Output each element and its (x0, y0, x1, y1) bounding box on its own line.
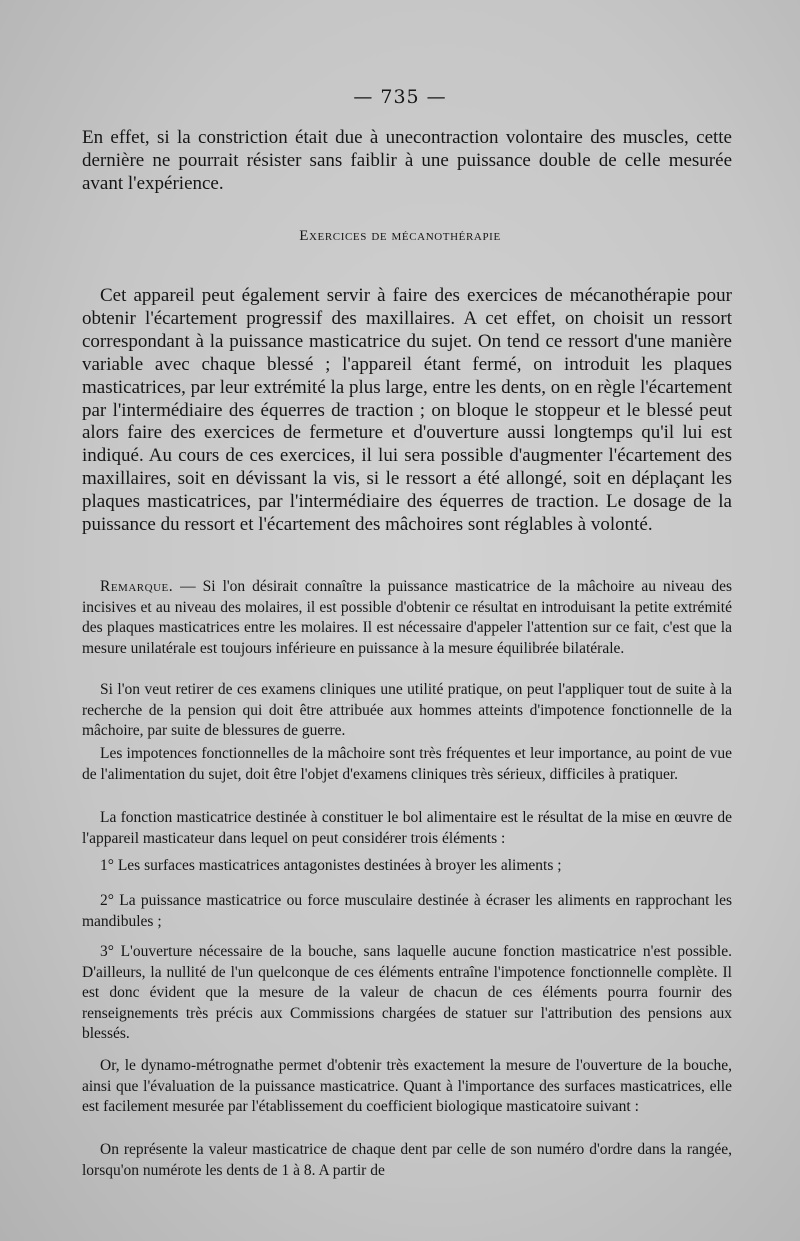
list-item-puissance: 2° La puissance masticatrice ou force musculaire destinée à écraser les aliments en rapprochant les mandibules ; (82, 892, 732, 930)
paragraph-dynamometrognathe: Or, le dynamo-métrognathe permet d'obtenir très exactement la mesure de l'ouverture de la bouche, ainsi que l'évaluation de la puissance masticatrice. Quant à l'importance des surfaces masticatrices, elle est facilement mesurée par l'établissement du coefficient biologique masticatoire suivant : (82, 1057, 732, 1116)
intro-paragraph: En effet, si la constriction était due à unecontraction volontaire des muscles, cette dernière ne pourrait résister sans faiblir à une puissance double de celle mesurée avant l'expérience. (82, 127, 732, 194)
list-item-surfaces: 1° Les surfaces masticatrices antagonistes destinées à broyer les aliments ; (100, 857, 562, 874)
paragraph-valeur: On représente la valeur masticatrice de chaque dent par celle de son numéro d'ordre dans la rangée, lorsqu'on numérote les dents de 1 à 8. A partir de (82, 1141, 732, 1179)
page-number: — 735 — (353, 86, 447, 108)
paragraph-application: Si l'on veut retirer de ces examens cliniques une utilité pratique, on peut l'appliquer tout de suite à la recherche de la pension qui doit être attribuée aux hommes atteints d'impotence fonctionnelle de la mâchoire, par suite de blessures de guerre. (82, 681, 732, 740)
remarque-label: Remarque. (100, 578, 174, 595)
list-item-ouverture: 3° L'ouverture nécessaire de la bouche, sans laquelle aucune fonction masticatrice n'est possible. D'ailleurs, la nullité de l'un quelconque de ces éléments entraîne l'impotence fonctionnelle complète. Il est donc évident que la mesure de la valeur de chacun de ces éléments pourra fournir des renseignements très précis aux Commissions chargées de statuer sur l'attribution des pensions aux blessés. (82, 943, 732, 1043)
section-heading: Exercices de mécanothérapie (299, 228, 501, 244)
paragraph-impotences: Les impotences fonctionnelles de la mâchoire sont très fréquentes et leur importance, au point de vue de l'alimentation du sujet, doit être l'objet d'examens cliniques très sérieux, difficiles à pratiquer. (82, 745, 732, 783)
paragraph-fonction: La fonction masticatrice destinée à constituer le bol alimentaire est le résultat de la mise en œuvre de l'appareil masticateur dans lequel on peut considérer trois éléments : (82, 809, 732, 847)
remarque-paragraph (82, 577, 732, 659)
section-paragraph: Cet appareil peut également servir à faire des exercices de mécanothérapie pour obtenir l'écartement progressif des maxillaires. A cet effet, on choisit un ressort correspondant à la puissance masticatrice du sujet. On tend ce ressort d'une manière variable avec chaque blessé ; l'appareil étant fermé, on introduit les plaques masticatrices, par leur extrémité la plus large, entre les dents, on en règle l'écartement par l'intermédiaire des équerres de traction ; on bloque le stoppeur et le blessé peut alors faire des exercices de fermeture et d'ouverture aussi longtemps qu'il lui est indiqué. Au cours de ces exercices, il lui sera possible d'augmenter l'écartement des maxillaires, soit en dévissant la vis, si le ressort a été allongé, soit en déplaçant les plaques masticatrices, par l'intermédiaire des équerres de traction. Le dosage de la puissance du ressort et l'écartement des mâchoires sont réglables à volonté. (82, 285, 732, 536)
remarque-text: — Si l'on désirait connaître la puissance masticatrice de la mâchoire au niveau des incisives et au niveau des molaires, il est possible d'obtenir ce résultat en introduisant la petite extrémité des plaques masticatrices entre les molaires. Il est nécessaire d'appeler l'attention sur ce fait, c'est que la mesure unilatérale est toujours inférieure en puissance à la mesure équilibrée bilatérale. (82, 578, 732, 657)
